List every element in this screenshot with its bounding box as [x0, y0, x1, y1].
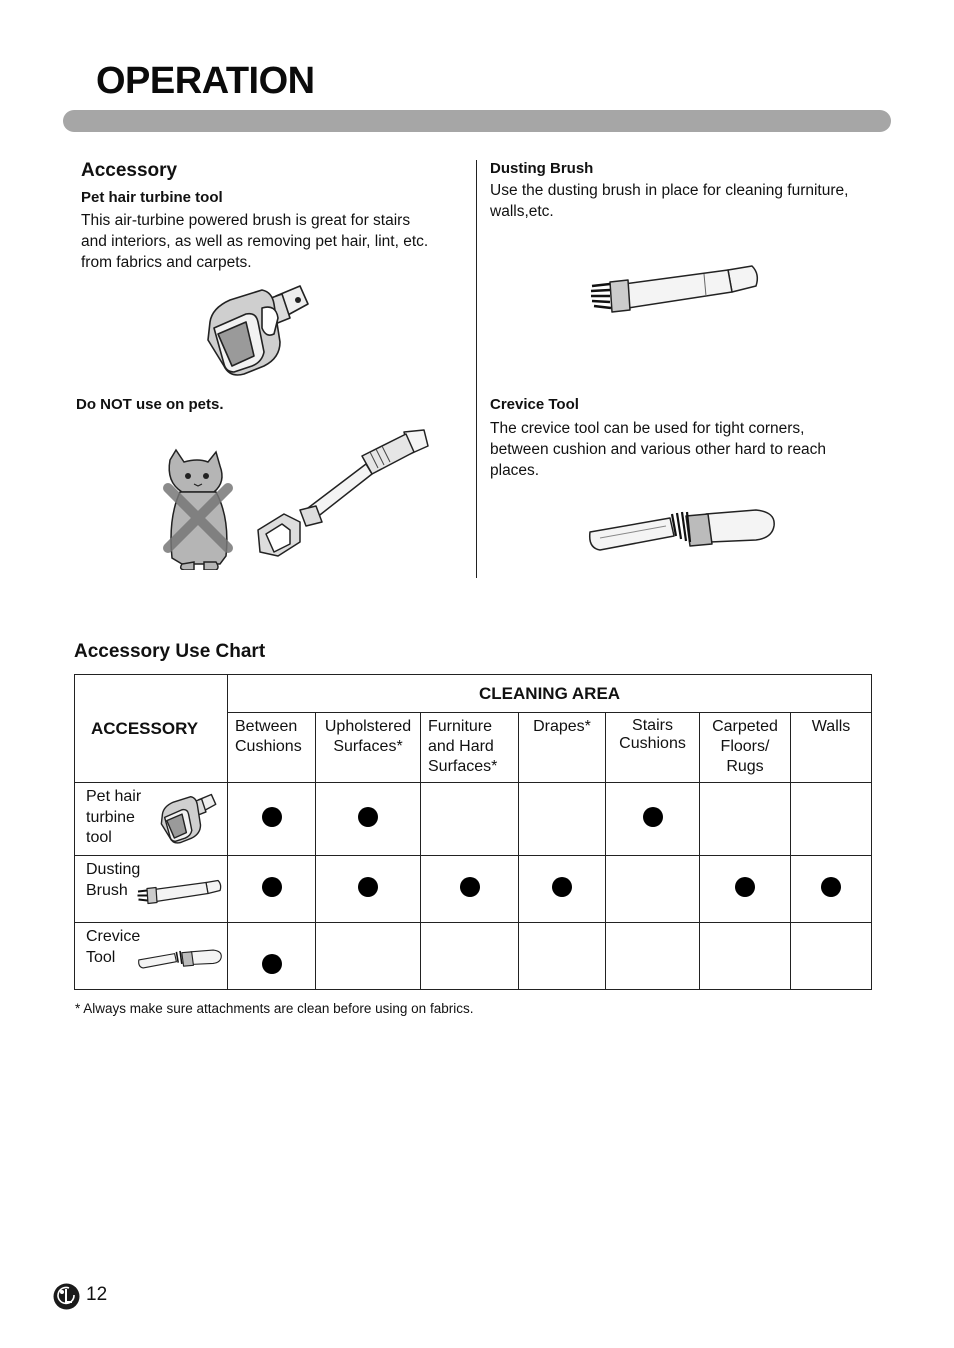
- mark-cell: [700, 923, 791, 990]
- col-drapes: Drapes*: [519, 713, 606, 783]
- page-number: 12: [86, 1284, 108, 1305]
- chart-heading: Accessory Use Chart: [74, 641, 266, 662]
- mark-cell: [791, 923, 872, 990]
- pet-turbine-tool-small-icon: [157, 791, 219, 847]
- pet-turbine-tool-icon: [200, 282, 314, 380]
- usage-dot: [358, 877, 378, 897]
- crevice-tool-title: Crevice Tool: [490, 396, 579, 413]
- usage-dot: [262, 807, 282, 827]
- crevice-tool-description: The crevice tool can be used for tight corners, between cushion and various other hard to reach places.: [490, 420, 827, 479]
- cleaning-area-header: CLEANING AREA: [228, 675, 872, 713]
- mark-cell: [519, 856, 606, 923]
- cat-prohibited-icon: [160, 448, 238, 570]
- mark-cell: [606, 923, 700, 990]
- table-row: [75, 856, 872, 923]
- usage-dot: [358, 807, 378, 827]
- accessory-heading: Accessory: [81, 160, 178, 181]
- accessory-use-chart: [74, 674, 872, 990]
- lg-logo-icon: [53, 1283, 80, 1310]
- title-divider-bar: [63, 110, 891, 132]
- accessory-column-header: ACCESSORY: [75, 675, 228, 783]
- pet-warning: Do NOT use on pets.: [76, 396, 224, 413]
- mark-cell: [316, 783, 421, 856]
- col-carpeted-floors-rugs: Carpeted Floors/ Rugs: [700, 713, 791, 783]
- mark-cell: [421, 856, 519, 923]
- mark-cell: [606, 856, 700, 923]
- dusting-brush-icon: [586, 262, 762, 316]
- wand-with-turbine-icon: [254, 426, 430, 560]
- col-stairs-cushions: Stairs Cushions: [606, 713, 700, 783]
- crevice-tool-small-icon: [137, 947, 223, 971]
- row-label-crevice-tool: Crevice Tool: [75, 923, 228, 990]
- mark-cell: [316, 923, 421, 990]
- mark-cell: [316, 856, 421, 923]
- usage-dot: [460, 877, 480, 897]
- crevice-tool-icon: [586, 506, 778, 554]
- mark-cell: [700, 783, 791, 856]
- page-title: OPERATION: [96, 60, 315, 102]
- row-label-pet-tool: Pet hair turbine tool: [75, 783, 228, 856]
- pet-tool-title: Pet hair turbine tool: [81, 189, 223, 206]
- table-row: [75, 923, 872, 990]
- footnote: * Always make sure attachments are clean before using on fabrics.: [75, 1001, 474, 1016]
- mark-cell: [228, 923, 316, 990]
- mark-cell: [228, 856, 316, 923]
- usage-dot: [552, 877, 572, 897]
- col-furniture-hard-surfaces: Furniture and Hard Surfaces*: [421, 713, 519, 783]
- usage-dot: [735, 877, 755, 897]
- mark-cell: [791, 856, 872, 923]
- col-walls: Walls: [791, 713, 872, 783]
- usage-dot: [262, 877, 282, 897]
- pet-tool-description: This air-turbine powered brush is great for stairs and interiors, as well as removing pet hair, lint, etc. from fabrics and carpets.: [81, 212, 429, 271]
- mark-cell: [519, 923, 606, 990]
- col-upholstered-surfaces: Upholstered Surfaces*: [316, 713, 421, 783]
- col-between-cushions: Between Cushions: [228, 713, 316, 783]
- mark-cell: [606, 783, 700, 856]
- usage-dot: [821, 877, 841, 897]
- dusting-brush-description: Use the dusting brush in place for cleaning furniture, walls,etc.: [490, 182, 849, 220]
- table-row: [75, 783, 872, 856]
- mark-cell: [791, 783, 872, 856]
- mark-cell: [421, 923, 519, 990]
- mark-cell: [519, 783, 606, 856]
- dusting-brush-title: Dusting Brush: [490, 160, 594, 177]
- mark-cell: [421, 783, 519, 856]
- column-divider: [476, 160, 477, 578]
- mark-cell: [700, 856, 791, 923]
- dusting-brush-small-icon: [135, 878, 223, 906]
- row-label-dusting-brush: Dusting Brush: [75, 856, 228, 923]
- usage-dot: [643, 807, 663, 827]
- usage-dot: [262, 954, 282, 974]
- mark-cell: [228, 783, 316, 856]
